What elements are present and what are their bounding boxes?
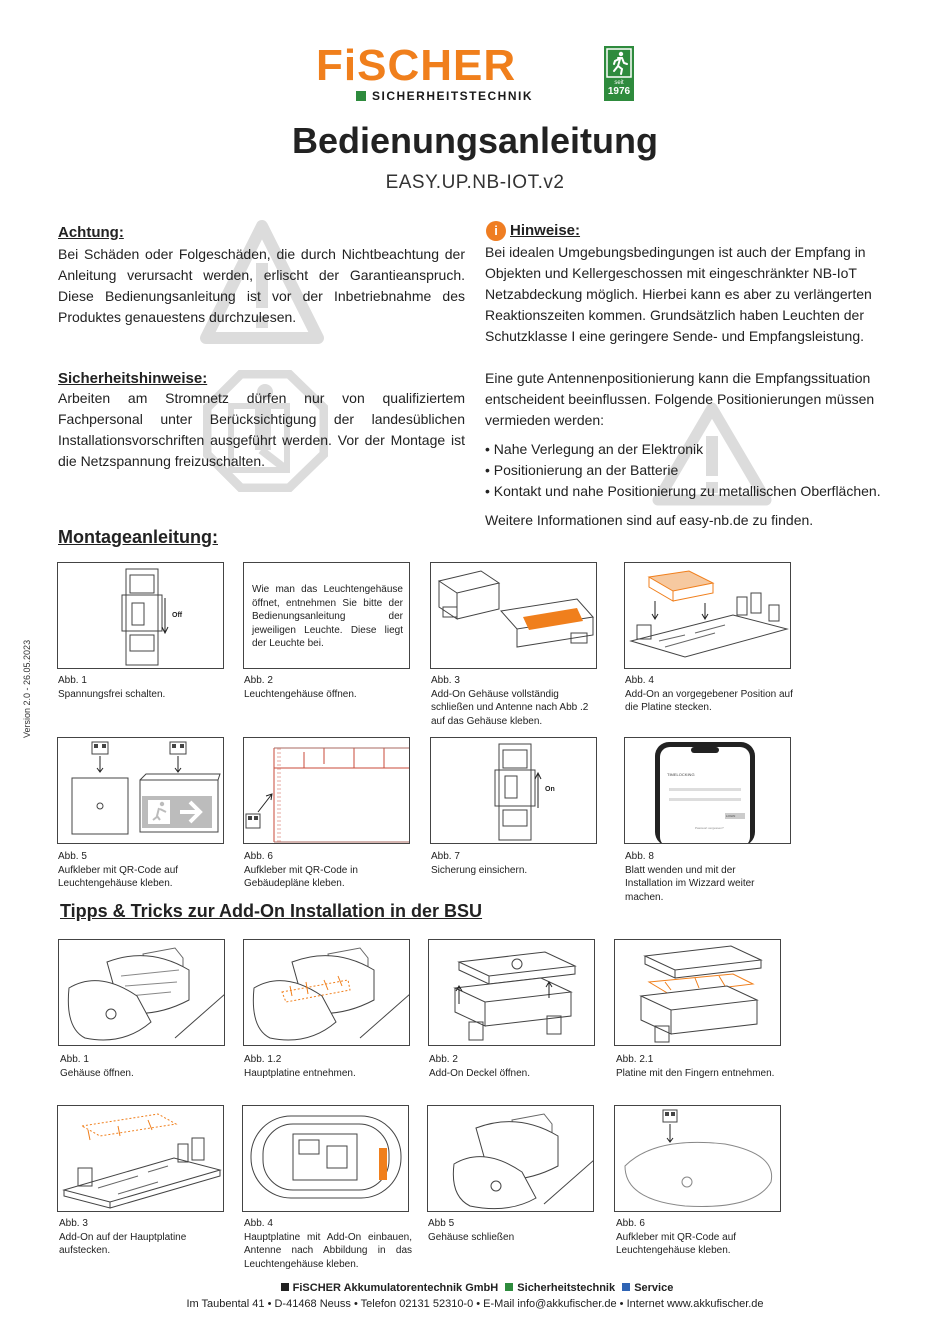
montage-caption-8: Abb. 8 Blatt wenden und mit der Installation im Wizzard weiter machen. bbox=[625, 851, 755, 903]
seit-year: 1976 bbox=[607, 86, 631, 97]
tipps-figure-1 bbox=[58, 939, 225, 1046]
qr-sticker-on-bsu-illustration bbox=[615, 1106, 781, 1212]
montage-caption-5: Abb. 5 Aufkleber mit QR-Code auf Leuchtengehäuse kleben. bbox=[58, 851, 179, 889]
list-item: • Positionierung an der Batterie bbox=[485, 460, 905, 481]
floor-plan-illustration bbox=[244, 738, 410, 844]
tipps-figure-1-2 bbox=[243, 939, 410, 1046]
addon-board-removal-illustration bbox=[615, 940, 781, 1046]
off-label: Off bbox=[172, 612, 183, 619]
phone-forgot-link: Passwort vergessen? bbox=[695, 826, 724, 830]
addon-on-board-illustration bbox=[625, 563, 791, 669]
addon-housing-illustration bbox=[431, 563, 597, 669]
list-item: • Nahe Verlegung an der Elektronik bbox=[485, 439, 905, 460]
montage-figure-5 bbox=[57, 737, 224, 844]
tipps-caption-7: Abb 5 Gehäuse schließen bbox=[428, 1218, 515, 1243]
montage-figure-8 bbox=[624, 737, 791, 844]
tipps-caption-5: Abb. 3 Add-On auf der Hauptplatine aufstecken. bbox=[59, 1218, 187, 1256]
tipps-figure-5 bbox=[427, 1105, 594, 1212]
list-item: • Kontakt und nahe Positionierung zu metallischen Oberflächen. bbox=[485, 481, 905, 502]
seit-label: seit bbox=[614, 80, 624, 86]
footer-company: FiSCHER Akkumulatorentechnik GmbH bbox=[292, 1282, 499, 1294]
tipps-caption-8: Abb. 6 Aufkleber mit QR-Code auf Leuchtengehäuse kleben. bbox=[616, 1218, 737, 1256]
tipps-caption-1: Abb. 1 Gehäuse öffnen. bbox=[60, 1054, 134, 1079]
hinweise-text-1: Bei idealen Umgebungsbedingungen ist auch der Empfang in Objekten und Kellergeschossen mit eingeschränkter NB-IoT Netzabdeckung möglich. Hierbei kann es aber zu verlängerten Reaktionszeiten kommen. Grundsätzlich haben Leuchten der Schutzklasse I eine geringere Sende- und Empfangsleistung. bbox=[485, 244, 872, 344]
hinweise-text-3: Weitere Informationen sind auf easy-nb.de zu finden. bbox=[485, 512, 814, 528]
montage-figure-3 bbox=[430, 562, 597, 669]
sicherheit-text: Arbeiten am Stromnetz dürfen nur von qualifiziertem Fachpersonal unter Berücksichtigung der landesüblichen Installationsvorschriften ausgeführt werden. Vor der Montage ist die Netzspannung freizuschalten. bbox=[58, 390, 465, 469]
montage-figure-4 bbox=[624, 562, 791, 669]
main-board-installed-illustration bbox=[243, 1106, 409, 1212]
running-man-icon bbox=[604, 46, 634, 80]
montage-caption-4: Abb. 4 Add-On an vorgegebener Position auf die Platine stecken. bbox=[625, 675, 793, 713]
hinweise-text-2: Eine gute Antennenpositionierung kann die Empfangssituation entscheident beeinflussen. Folgende Positionierungen müssen vermieden werden: bbox=[485, 370, 875, 428]
montage-figure-7 bbox=[430, 737, 597, 844]
addon-lid-open-illustration bbox=[429, 940, 595, 1046]
montage-caption-2: Abb. 2 Leuchtengehäuse öffnen. bbox=[244, 675, 357, 700]
footer-blue-square bbox=[622, 1283, 630, 1291]
addon-on-main-board-illustration bbox=[58, 1106, 224, 1212]
logo-green-square bbox=[356, 91, 366, 101]
montage-figure-6 bbox=[243, 737, 410, 844]
hinweise-heading: Hinweise: bbox=[510, 222, 581, 239]
tipps-caption-4: Abb. 2.1 Platine mit den Fingern entnehmen. bbox=[616, 1054, 775, 1079]
tipps-caption-3: Abb. 2 Add-On Deckel öffnen. bbox=[429, 1054, 530, 1079]
achtung-text: Bei Schäden oder Folgeschäden, die durch Nichtbeachtung der Anleitung verursacht werden, erlischt der Garantieanspruch. Diese Bedienungsanleitung ist vor der Inbetriebnahme des Produktes genauestens durchzulesen. bbox=[58, 246, 465, 325]
footer-black-square bbox=[281, 1283, 289, 1291]
bsu-main-board-removal-illustration bbox=[244, 940, 410, 1046]
montage-figure-1 bbox=[57, 562, 224, 669]
qr-sticker-on-luminaire-illustration bbox=[58, 738, 224, 844]
on-label: On bbox=[545, 786, 555, 793]
montage-caption-7: Abb. 7 Sicherung einsichern. bbox=[431, 851, 528, 876]
info-icon: i bbox=[486, 221, 506, 241]
figure-2-text: Wie man das Leuchtengehäuse öffnet, entnehmen Sie bitte der Bedienungsanleitung der jeweiligen Leuchte. Diese liegt der Leuchte bei. bbox=[252, 584, 403, 649]
phone-login-button: LOGIN bbox=[726, 814, 736, 818]
tipps-figure-4 bbox=[242, 1105, 409, 1212]
tipps-figure-2 bbox=[428, 939, 595, 1046]
circuit-breaker-on-illustration bbox=[431, 738, 597, 844]
montage-figure-2 bbox=[243, 562, 410, 669]
circuit-breaker-off-illustration bbox=[58, 563, 224, 669]
logo-tagline: SICHERHEITSTECHNIK bbox=[372, 89, 534, 103]
page-title: Bedienungsanleitung bbox=[291, 120, 658, 161]
montage-caption-1: Abb. 1 Spannungsfrei schalten. bbox=[58, 675, 166, 700]
montage-caption-3: Abb. 3 Add-On Gehäuse vollständig schließen und Antenne nach Abb .2 auf das Gehäuse kleben. bbox=[431, 675, 589, 727]
footer-division-2: Service bbox=[634, 1282, 674, 1294]
montage-title: Montageanleitung: bbox=[58, 527, 218, 547]
tipps-caption-6: Abb. 4 Hauptplatine mit Add-On einbauen, Antenne nach Abbildung in das Leuchtengehäuse kleben. bbox=[244, 1218, 412, 1270]
sicherheit-heading: Sicherheitshinweise: bbox=[58, 370, 208, 387]
footer-green-square bbox=[505, 1283, 513, 1291]
phone-heading: TIMELOCKING bbox=[667, 772, 695, 777]
montage-caption-6: Abb. 6 Aufkleber mit QR-Code in Gebäudepläne kleben. bbox=[244, 851, 358, 889]
logo-wordmark: FiSCHER bbox=[316, 41, 517, 90]
fischer-logo bbox=[316, 41, 636, 104]
version-label: Version 2.0 - 26.05.2023 bbox=[22, 639, 32, 738]
footer-address: Im Taubental 41 • D-41468 Neuss • Telefon 02131 52310-0 • E-Mail info@akkufischer.de • Internet www.akkufischer.de bbox=[186, 1298, 764, 1310]
bsu-housing-closing-illustration bbox=[428, 1106, 594, 1212]
tipps-title: Tipps & Tricks zur Add-On Installation in der BSU bbox=[60, 901, 483, 921]
tipps-figure-2-1 bbox=[614, 939, 781, 1046]
model-number: EASY.UP.NB-IOT.v2 bbox=[385, 172, 565, 193]
footer-division-1: Sicherheitstechnik bbox=[517, 1282, 616, 1294]
seit-1976-badge bbox=[604, 46, 634, 101]
tipps-figure-6 bbox=[614, 1105, 781, 1212]
achtung-heading: Achtung: bbox=[58, 224, 124, 241]
antenna-avoid-list bbox=[485, 439, 905, 502]
bsu-housing-open-illustration bbox=[59, 940, 225, 1046]
footer-company-line bbox=[0, 1282, 950, 1294]
tipps-figure-3 bbox=[57, 1105, 224, 1212]
tipps-caption-2: Abb. 1.2 Hauptplatine entnehmen. bbox=[244, 1054, 356, 1079]
